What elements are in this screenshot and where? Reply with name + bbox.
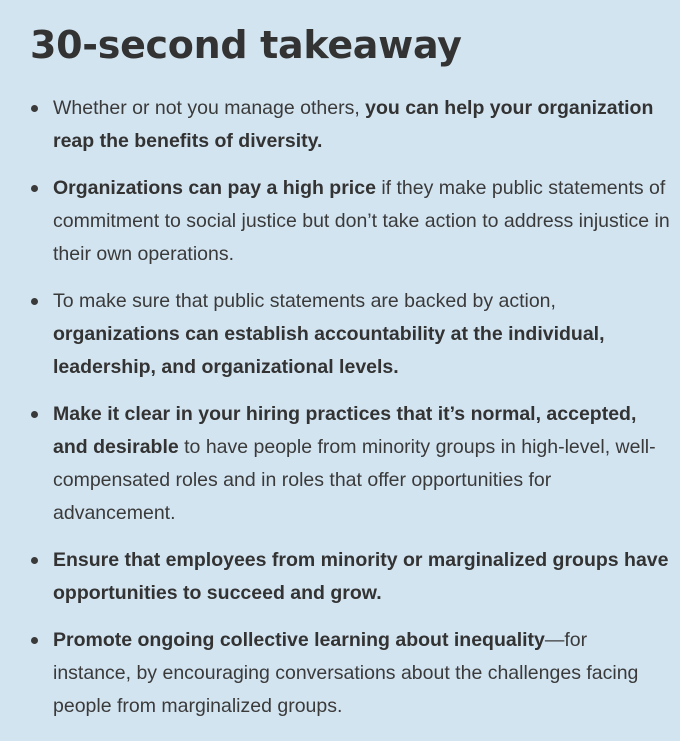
item-text-regular: To make sure that public statements are backed by action, xyxy=(53,290,556,312)
item-text-regular: if they make public statements of commitment to social justice but don’t take action to address injustice in their own operations. xyxy=(53,177,670,265)
bullet-icon xyxy=(31,637,38,644)
item-text-bold: Ensure that employees from minority or marginalized groups have opportunities to succeed and grow. xyxy=(53,549,669,604)
list-item xyxy=(0,172,680,271)
item-text-bold: Make it clear in your hiring practices that it’s normal, accepted, and desirable xyxy=(53,403,637,458)
bullet-icon xyxy=(31,557,38,564)
bullet-icon xyxy=(31,298,38,305)
takeaway-list xyxy=(0,92,680,723)
item-text-regular: to have people from minority groups in high-level, well-compensated roles and in roles that offer opportunities for advancement. xyxy=(53,436,656,524)
item-text-bold: Promote ongoing collective learning about inequality xyxy=(53,629,545,651)
item-text-regular: Whether or not you manage others, xyxy=(53,97,366,119)
list-item xyxy=(0,544,680,610)
bullet-icon xyxy=(31,411,38,418)
item-text-bold: you can help your organization reap the benefits of diversity. xyxy=(53,97,654,152)
list-item xyxy=(0,624,680,723)
item-text-bold: organizations can establish accountability at the individual, leadership, and organizational levels. xyxy=(53,323,605,378)
list-item xyxy=(0,92,680,158)
item-text-regular: —for instance, by encouraging conversations about the challenges facing people from marginalized groups. xyxy=(53,629,639,717)
bullet-icon xyxy=(31,105,38,112)
list-item xyxy=(0,398,680,530)
bullet-icon xyxy=(31,185,38,192)
page-title: 30-second takeaway xyxy=(30,23,462,67)
item-text-bold: Organizations can pay a high price xyxy=(53,177,376,199)
list-item xyxy=(0,285,680,384)
